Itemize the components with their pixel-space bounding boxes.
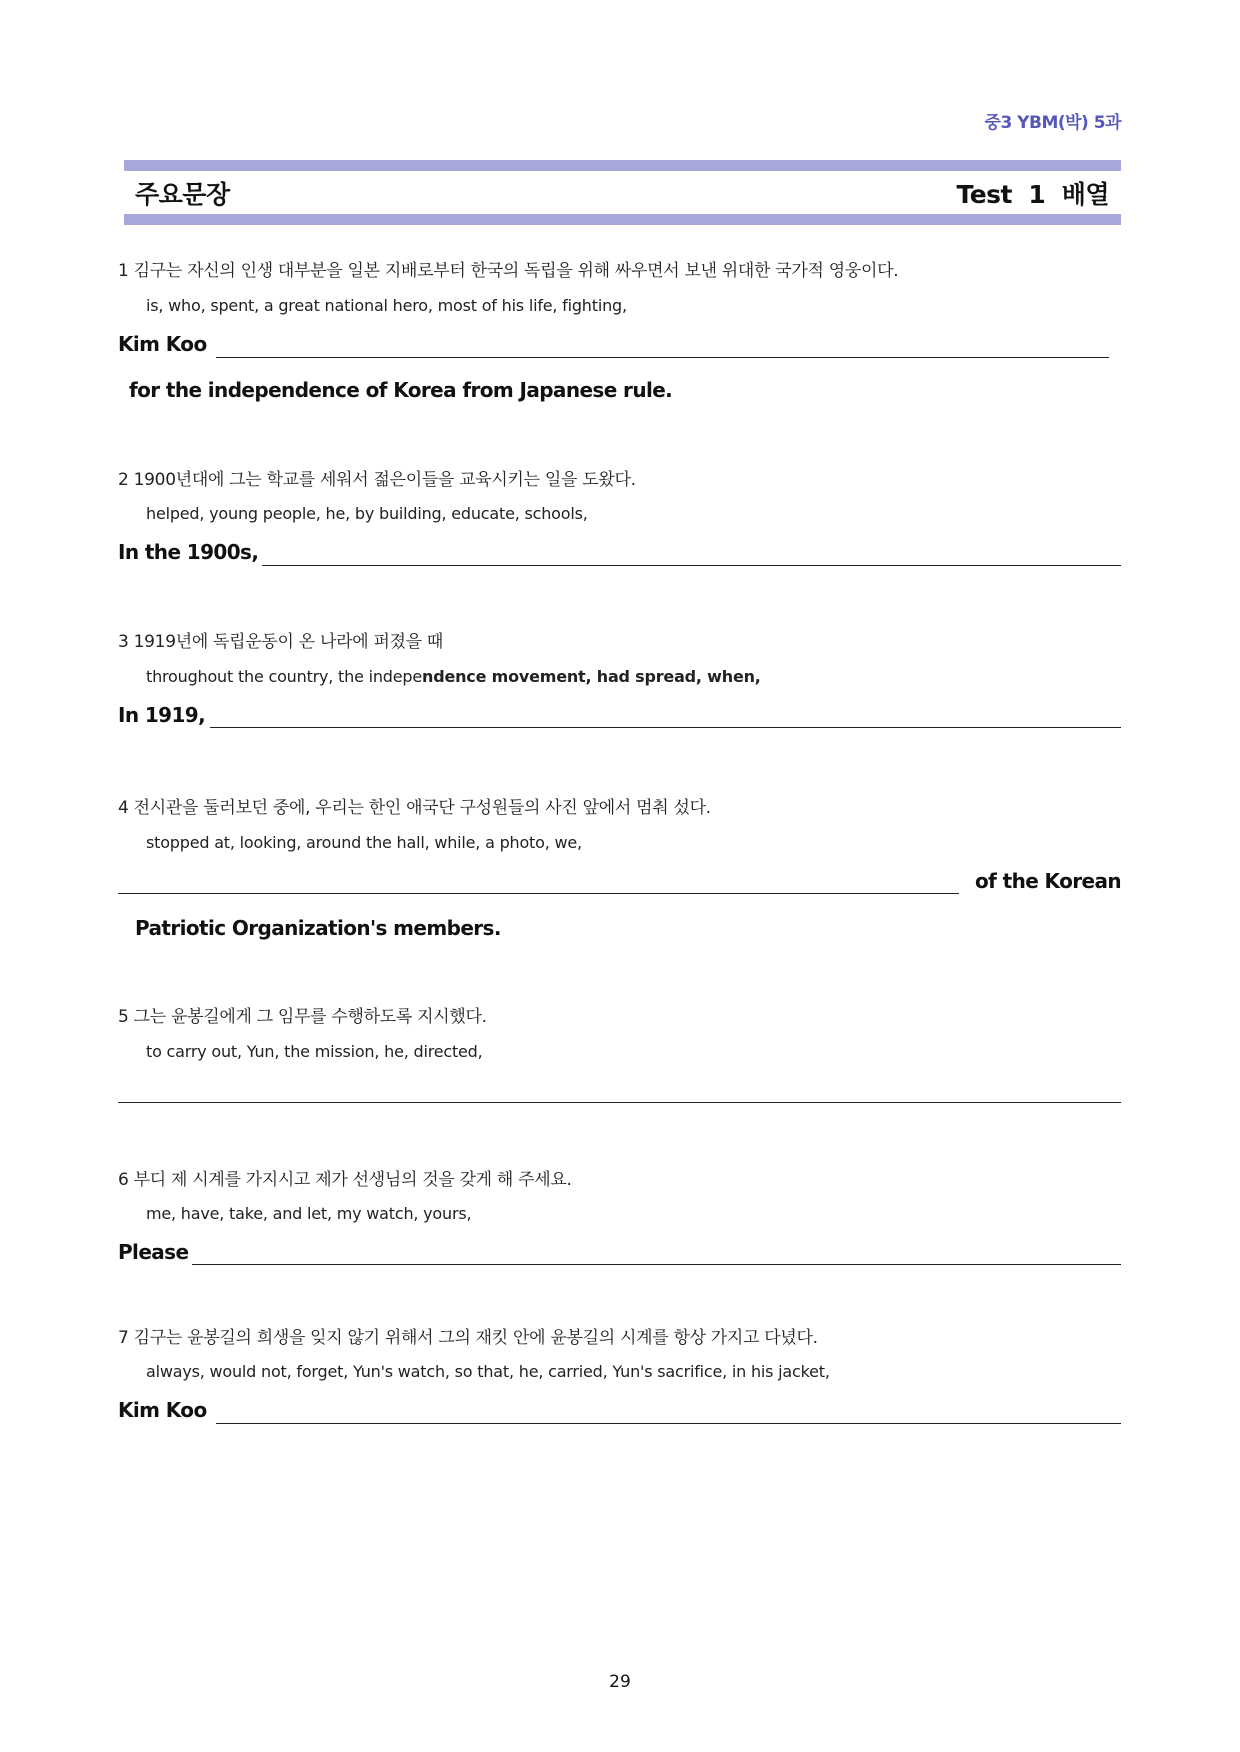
answer-suffix: for the independence of Korea from Japanese rule. <box>129 378 673 402</box>
question-number: 1 <box>118 261 129 281</box>
answer-prefix: Please <box>118 1240 189 1264</box>
answer-suffix: Patriotic Organization's members. <box>135 916 501 940</box>
answer-prefix: Kim Koo <box>118 332 207 356</box>
question-number: 7 <box>118 1328 129 1348</box>
question-number: 2 <box>118 470 129 490</box>
answer-prefix: In 1919, <box>118 703 206 727</box>
word-hint: me, have, take, and let, my watch, yours, <box>146 1204 472 1223</box>
korean-sentence: 1919년에 독립운동이 온 나라에 퍼졌을 때 <box>133 632 444 652</box>
header-bar-top <box>124 160 1121 171</box>
korean-sentence: 부디 제 시계를 가지시고 제가 선생님의 것을 갖게 해 주세요. <box>133 1170 572 1190</box>
answer-suffix-inline: of the Korean <box>975 869 1121 893</box>
page-number: 29 <box>609 1672 631 1692</box>
answer-blank[interactable] <box>210 727 1121 728</box>
answer-blank[interactable] <box>262 565 1121 566</box>
korean-sentence: 1900년대에 그는 학교를 세워서 젊은이들을 교육시키는 일을 도왔다. <box>133 470 636 490</box>
korean-sentence: 김구는 윤봉길의 희생을 잊지 않기 위해서 그의 재킷 안에 윤봉길의 시계를 항상 가지고 다녔다. <box>133 1328 818 1348</box>
section-title: 주요문장 <box>135 180 230 209</box>
answer-blank[interactable] <box>192 1264 1121 1265</box>
korean-sentence: 전시관을 둘러보던 중에, 우리는 한인 애국단 구성원들의 사진 앞에서 멈춰 섰다. <box>133 798 711 818</box>
answer-blank[interactable] <box>118 893 959 894</box>
question-number: 4 <box>118 798 129 818</box>
question-number: 5 <box>118 1007 129 1027</box>
header-bar-bottom <box>124 214 1121 225</box>
korean-sentence: 김구는 자신의 인생 대부분을 일본 지배로부터 한국의 독립을 위해 싸우면서 보낸 위대한 국가적 영웅이다. <box>133 261 899 281</box>
test-title: Test 1 배열 <box>956 180 1109 209</box>
answer-prefix: In the 1900s, <box>118 540 259 564</box>
course-label: 중3 YBM(박) 5과 <box>984 113 1121 133</box>
korean-sentence: 그는 윤봉길에게 그 임무를 수행하도록 지시했다. <box>133 1007 487 1027</box>
word-hint: helped, young people, he, by building, educate, schools, <box>146 504 588 523</box>
question-number: 6 <box>118 1170 129 1190</box>
answer-blank[interactable] <box>118 1102 1121 1103</box>
word-hint: always, would not, forget, Yun's watch, so that, he, carried, Yun's sacrifice, in his jacket, <box>146 1362 830 1381</box>
word-hint: stopped at, looking, around the hall, while, a photo, we, <box>146 833 582 852</box>
word-hint: throughout the country, the independence movement, had spread, when, <box>146 667 761 686</box>
answer-blank[interactable] <box>216 1423 1121 1424</box>
answer-blank[interactable] <box>216 357 1109 358</box>
word-hint: to carry out, Yun, the mission, he, directed, <box>146 1042 483 1061</box>
answer-prefix: Kim Koo <box>118 1398 207 1422</box>
question-number: 3 <box>118 632 129 652</box>
word-hint: is, who, spent, a great national hero, most of his life, fighting, <box>146 296 627 315</box>
